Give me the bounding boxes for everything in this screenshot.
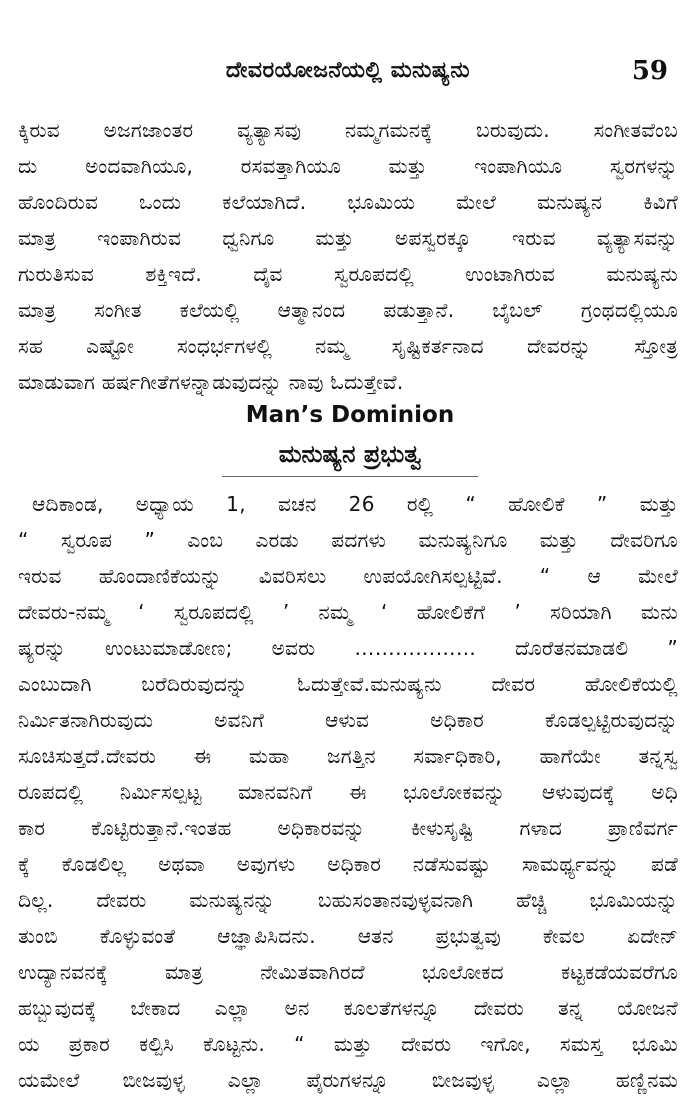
paragraph-line: ದಿಲ್ಲ. ದೇವರು ಮನುಷ್ಯನನ್ನು ಬಹುಸಂತಾನವುಳ್ಳವನಾಗಿ ಹೆಚ್ಚಿ ಭೂಮಿಯನ್ನು [18, 888, 678, 912]
section-heading-english: Man’s Dominion [245, 402, 455, 428]
heading-underline [222, 476, 478, 477]
paragraph-line: ದು ಅಂದವಾಗಿಯೂ, ರಸವತ್ತಾಗಿಯೂ ಮತ್ತು ಇಂಪಾಗಿಯೂ ಸ್ವರಗಳನ್ನು [18, 154, 678, 178]
paragraph-line: ದೇವರು-ನಮ್ಮ ‘ ಸ್ವರೂಪದಲ್ಲಿ ’ ನಮ್ಮ ‘ ಹೋಲಿಕೆಗೆ ’ ಸರಿಯಾಗಿ ಮನು [18, 600, 678, 624]
section-heading-kannada: ಮನುಷ್ಯನ ಪ್ರಭುತ್ವ [278, 440, 422, 468]
running-head [18, 0, 678, 86]
paragraph-line: “ ಸ್ವರೂಪ ” ಎಂಬ ಎರಡು ಪದಗಳು ಮನುಷ್ಯನಿಗೂ ಮತ್ತು ದೇವರಿಗೂ [18, 528, 678, 552]
paragraph-line: ಕ್ಕಿರುವ ಅಜಗಜಾಂತರ ವ್ಯತ್ಯಾಸವು ನಮ್ಮಗಮನಕ್ಕೆ ಬರುವುದು. ಸಂಗೀತವೆಂಬ [18, 118, 678, 142]
paragraph-dominion [18, 486, 678, 1098]
paragraph-line: ರೂಪದಲ್ಲಿ ನಿರ್ಮಿಸಲ್ಪಟ್ಟ ಮಾನವನಿಗೆ ಈ ಭೂಲೋಕವನ್ನು ಆಳುವುದಕ್ಕೆ ಅಧಿ [18, 780, 678, 804]
paragraph-line: ಯಮೇಲೆ ಬೀಜವುಳ್ಳ ಎಲ್ಲಾ ಪೈರುಗಳನ್ನೂ ಬೀಜವುಳ್ಳ ಎಲ್ಲಾ ಹಣ್ಣಿನಮ [18, 1068, 678, 1092]
paragraph-line: ನಿರ್ಮಿತನಾಗಿರುವುದು ಅವನಿಗೆ ಆಳುವ ಅಧಿಕಾರ ಕೊಡಲ್ಪಟ್ಟಿರುವುದನ್ನು [18, 708, 678, 732]
paragraph-line: ಎಂಬುದಾಗಿ ಬರೆದಿರುವುದನ್ನು ಓದುತ್ತೇವೆ.ಮನುಷ್ಯನು ದೇವರ ಹೋಲಿಕೆಯಲ್ಲಿ [18, 672, 678, 696]
paragraph-line: ತುಂಬಿ ಕೊಳ್ಳುವಂತೆ ಆಜ್ಞಾಪಿಸಿದನು. ಆತನ ಪ್ರಭುತ್ವವು ಕೇವಲ ಏದೇನ್ [18, 924, 678, 948]
paragraph-line: ಹೊಂದಿರುವ ಒಂದು ಕಲೆಯಾಗಿದೆ. ಭೂಮಿಯ ಮೇಲೆ ಮನುಷ್ಯನ ಕಿವಿಗೆ [18, 190, 678, 214]
paragraph-music [18, 112, 678, 400]
paragraph-line: ಮಾತ್ರ ಇಂಪಾಗಿರುವ ಧ್ವನಿಗೂ ಮತ್ತು ಅಪಸ್ವರಕ್ಕೂ ಇರುವ ವ್ಯತ್ಯಾಸವನ್ನು [18, 226, 678, 250]
paragraph-line: ಕಾರ ಕೊಟ್ಟಿರುತ್ತಾನೆ.ಇಂತಹ ಅಧಿಕಾರವನ್ನು ಕೀಳುಸೃಷ್ಟಿ ಗಳಾದ ಪ್ರಾಣಿವರ್ಗ [18, 816, 678, 840]
paragraph-line: ಹಬ್ಬುವುದಕ್ಕೆ ಬೇಕಾದ ಎಲ್ಲಾ ಅನ ಕೂಲತೆಗಳನ್ನೂ ದೇವರು ತನ್ನ ಯೋಜನೆ [18, 996, 678, 1020]
paragraph-line: ಸಹ ಎಷ್ಟೋ ಸಂಧರ್ಭಗಳಲ್ಲಿ ನಮ್ಮ ಸೃಷ್ಟಿಕರ್ತನಾದ ದೇವರನ್ನು ಸ್ತೋತ್ರ [18, 334, 678, 358]
page-number: 59 [631, 56, 668, 86]
paragraph-line: ಗುರುತಿಸುವ ಶಕ್ತಿಇದೆ. ದೈವ ಸ್ವರೂಪದಲ್ಲಿ ಉಂಟಾಗಿರುವ ಮನುಷ್ಯನು [18, 262, 678, 286]
paragraph-line: ಆದಿಕಾಂಡ, ಅಧ್ಯಾಯ 1, ವಚನ 26 ರಲ್ಲಿ “ ಹೋಲಿಕೆ ” ಮತ್ತು [32, 492, 678, 516]
running-title: ದೇವರಯೋಜನೆಯಲ್ಲಿ ಮನುಷ್ಯನು [225, 58, 471, 83]
paragraph-line: ಮಾತ್ರ ಸಂಗೀತ ಕಲೆಯಲ್ಲಿ ಆತ್ಮಾನಂದ ಪಡುತ್ತಾನೆ. ಬೈಬಲ್ ಗ್ರಂಥದಲ್ಲಿಯೂ [18, 298, 678, 322]
paragraph-line: ಇರುವ ಹೊಂದಾಣಿಕೆಯನ್ನು ವಿವರಿಸಲು ಉಪಯೋಗಿಸಲ್ಪಟ್ಟಿವೆ. “ ಆ ಮೇಲೆ [18, 564, 678, 588]
paragraph-line: ಸೂಚಿಸುತ್ತದೆ.ದೇವರು ಈ ಮಹಾ ಜಗತ್ತಿನ ಸರ್ವಾಧಿಕಾರಿ, ಹಾಗೆಯೇ ತನ್ನಸ್ವ [18, 744, 678, 768]
paragraph-line: ಮಾಡುವಾಗ ಹರ್ಷಗೀತೆಗಳನ್ನಾಡುವುದನ್ನು ನಾವು ಓದುತ್ತೇವೆ. [18, 370, 404, 394]
paragraph-line: ಉದ್ಯಾನವನಕ್ಕೆ ಮಾತ್ರ ನೇಮಿತವಾಗಿರದೆ ಭೂಲೋಕದ ಕಟ್ಟಕಡೆಯವರೆಗೂ [18, 960, 678, 984]
paragraph-line: ಷ್ಯರನ್ನು ಉಂಟುಮಾಡೋಣ; ಅವರು ……………… ದೊರೆತನಮಾಡಲಿ ” [18, 636, 678, 660]
paragraph-line: ಯ ಪ್ರಕಾರ ಕಲ್ಪಿಸಿ ಕೊಟ್ಟನು. “ ಮತ್ತು ದೇವರು ಇಗೋ, ಸಮಸ್ತ ಭೂಮಿ [18, 1032, 678, 1056]
paragraph-line: ಕ್ಕೆ ಕೊಡಲಿಲ್ಲ ಅಥವಾ ಅವುಗಳು ಅಧಿಕಾರ ನಡೆಸುವಷ್ಟು ಸಾಮರ್ಥ್ಯವನ್ನು ಪಡೆ [18, 852, 678, 876]
